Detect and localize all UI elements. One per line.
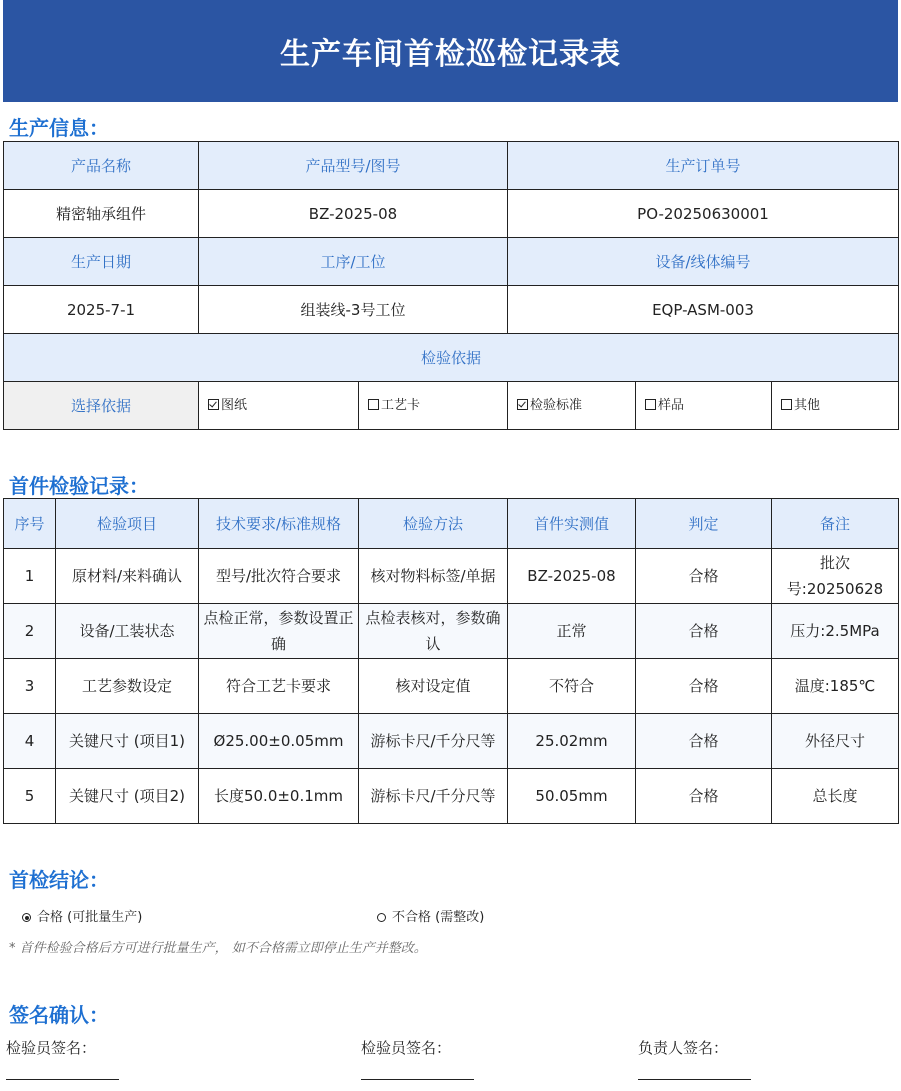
table-cell: 合格 — [636, 659, 772, 714]
table-cell: 2 — [4, 604, 56, 659]
table-cell: 5 — [4, 769, 56, 824]
value-equipment-line: EQP-ASM-003 — [508, 286, 899, 334]
basis-option-label: 工艺卡 — [381, 397, 421, 413]
manager-signature-label: 负责人签名： — [638, 1039, 729, 1057]
col-header-judgement: 判定 — [636, 499, 772, 549]
value-process-station: 组装线-3号工位 — [199, 286, 508, 334]
header-product-model: 产品型号/图号 — [199, 142, 508, 190]
col-header-item: 检验项目 — [56, 499, 199, 549]
conclusion-pass-option[interactable] — [22, 906, 142, 925]
col-header-method: 检验方法 — [359, 499, 508, 549]
label-select-basis: 选择依据 — [4, 382, 199, 430]
conclusion-fail-option[interactable] — [377, 906, 484, 925]
table-cell: BZ-2025-08 — [508, 549, 636, 604]
table-cell: 不符合 — [508, 659, 636, 714]
table-cell: 批次号:20250628 — [772, 549, 899, 604]
table-cell: 游标卡尺/千分尺等 — [359, 714, 508, 769]
table-cell: 压力:2.5MPa — [772, 604, 899, 659]
table-cell: 4 — [4, 714, 56, 769]
table-cell: 25.02mm — [508, 714, 636, 769]
basis-option-label: 样品 — [658, 397, 685, 413]
inspection-table — [3, 498, 899, 824]
header-order-number: 生产订单号 — [508, 142, 899, 190]
basis-option-other[interactable] — [772, 382, 899, 430]
header-production-date: 生产日期 — [4, 238, 199, 286]
col-header-index: 序号 — [4, 499, 56, 549]
value-order-number: PO-20250630001 — [508, 190, 899, 238]
inspector-signature-line-2[interactable] — [361, 1079, 474, 1080]
basis-option-standard[interactable] — [508, 382, 636, 430]
table-cell: Ø25.00±0.05mm — [199, 714, 359, 769]
basis-option-process-card[interactable] — [359, 382, 508, 430]
table-cell: 1 — [4, 549, 56, 604]
table-cell: 点检表核对，参数确认 — [359, 604, 508, 659]
table-cell: 点检正常，参数设置正确 — [199, 604, 359, 659]
table-cell: 合格 — [636, 769, 772, 824]
basis-option-sample[interactable] — [636, 382, 772, 430]
basis-option-label: 图纸 — [221, 397, 248, 413]
table-cell: 游标卡尺/千分尺等 — [359, 769, 508, 824]
header-inspection-basis: 检验依据 — [4, 334, 899, 382]
conclusion-fail-label: 不合格 (需整改) — [392, 910, 485, 925]
table-cell: 关键尺寸 (项目1) — [56, 714, 199, 769]
production-info-table — [3, 141, 899, 430]
table-cell: 工艺参数设定 — [56, 659, 199, 714]
col-header-remark: 备注 — [772, 499, 899, 549]
radio-icon[interactable] — [22, 913, 31, 922]
conclusion-pass-label: 合格 (可批量生产) — [37, 910, 143, 925]
inspector-signature-line-1[interactable] — [6, 1079, 119, 1080]
header-process-station: 工序/工位 — [199, 238, 508, 286]
table-cell: 符合工艺卡要求 — [199, 659, 359, 714]
checkbox-icon[interactable] — [645, 399, 656, 410]
table-cell: 合格 — [636, 604, 772, 659]
header-equipment-line: 设备/线体编号 — [508, 238, 899, 286]
basis-option-label: 检验标准 — [530, 397, 583, 413]
value-product-name: 精密轴承组件 — [4, 190, 199, 238]
value-production-date: 2025-7-1 — [4, 286, 199, 334]
value-product-model: BZ-2025-08 — [199, 190, 508, 238]
table-cell: 温度:185℃ — [772, 659, 899, 714]
header-product-name: 产品名称 — [4, 142, 199, 190]
table-cell: 长度50.0±0.1mm — [199, 769, 359, 824]
radio-icon[interactable] — [377, 913, 386, 922]
table-cell: 50.05mm — [508, 769, 636, 824]
section-title-signature: 签名确认： — [9, 1003, 109, 1027]
basis-option-label: 其他 — [794, 397, 821, 413]
table-cell: 3 — [4, 659, 56, 714]
table-cell: 设备/工装状态 — [56, 604, 199, 659]
table-cell: 合格 — [636, 714, 772, 769]
table-cell: 正常 — [508, 604, 636, 659]
basis-option-drawing[interactable] — [199, 382, 359, 430]
table-cell: 关键尺寸 (项目2) — [56, 769, 199, 824]
table-cell: 核对设定值 — [359, 659, 508, 714]
table-cell: 总长度 — [772, 769, 899, 824]
section-title-production-info: 生产信息： — [9, 116, 109, 140]
table-cell: 核对物料标签/单据 — [359, 549, 508, 604]
col-header-spec: 技术要求/标准规格 — [199, 499, 359, 549]
checkbox-icon[interactable] — [208, 399, 219, 410]
table-cell: 型号/批次符合要求 — [199, 549, 359, 604]
table-cell: 外径尺寸 — [772, 714, 899, 769]
manager-signature-line[interactable] — [638, 1079, 751, 1080]
page-title: 生产车间首检巡检记录表 — [3, 0, 898, 102]
checkbox-icon[interactable] — [517, 399, 528, 410]
section-title-conclusion: 首检结论： — [9, 868, 109, 892]
inspector-signature-label-2: 检验员签名： — [361, 1039, 452, 1057]
checkbox-icon[interactable] — [781, 399, 792, 410]
col-header-measured: 首件实测值 — [508, 499, 636, 549]
section-title-first-inspection: 首件检验记录： — [9, 474, 149, 498]
table-cell: 原材料/来料确认 — [56, 549, 199, 604]
checkbox-icon[interactable] — [368, 399, 379, 410]
inspector-signature-label-1: 检验员签名： — [6, 1039, 97, 1057]
table-cell: 合格 — [636, 549, 772, 604]
conclusion-note: * 首件检验合格后方可进行批量生产， 如不合格需立即停止生产并整改。 — [9, 941, 427, 956]
